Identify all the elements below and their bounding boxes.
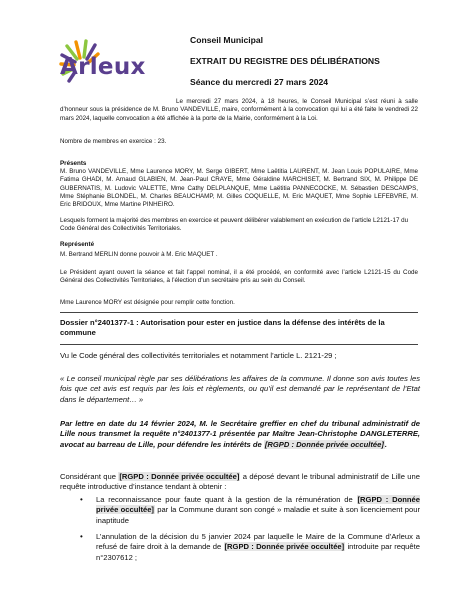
represente-heading: Représenté [60,241,95,248]
vu-paragraph: Vu le Code général des collectivités territoriales et notamment l’article L. 2121-29 ; [60,351,337,360]
redacted-data: [RGPD : Donnée privée occultée] [119,472,240,481]
council-title: Conseil Municipal [190,35,264,45]
bullet-start: La reconnaissance pour faute quant à la gestion de la rémunération de [96,495,353,504]
letter-paragraph [60,419,420,450]
represente-text: M. Bertrand MERLIN donne pouvoir à M. Eric MAQUET . [60,251,218,258]
presents-list: M. Bruno VANDEVILLE, Mme Laurence MORY, M. Serge GIBERT, Mme Laëtitia LAURENT, M. Jean Louis POPULAIRE, Mme Fatima GHADI, M. Arnaud GLABIEN, M. Jean-Paul CRAYE, Mme Géraldine MARCHISET, M. Bertrand SIX, M. Philippe DE GUBERNATIS, M. Ludovic VALETTE, Mme Cathy DELPLANQUE, Mme Laëtitia PANNECOCKE, M. Sébastien DESCAMPS, Mme Stéphanie BLONDEL, M. Charles BEAUCHAMP, M. Gilles COQUELLE, M. Eric MAQUET, Mme Sophie LEFEBVRE, M. Eric BRIDOUX, Mme Martine PINHEIRO. [60,168,418,209]
considerant-paragraph [60,472,420,493]
divider-top [60,312,418,313]
list-item [96,495,420,526]
bullet-end: introduite par requête n°2307612 ; [96,542,420,562]
redacted-data: [RGPD : Donnée privée occultée] [96,495,420,515]
bullet-icon: • [80,495,83,504]
letter-text: Par lettre en date du 14 février 2024, M. le Secrétaire greffier en chef du tribunal administratif de Lille nous transmet la requête n°2401377-1 présentée par Maître Jean-Christophe DANGLETERRE, avocat au barreau de Lille, pour défendre les intérêts de [60,419,420,449]
register-extract-title: EXTRAIT DU REGISTRE DES DÉLIBÉRATIONS [190,56,380,66]
considerant-start: Considérant que [60,472,116,481]
president-paragraph: Le Président ayant ouvert la séance et fait l’appel nominal, il a été procédé, en conformité avec l’article L2121-15 du Code Général des Collectivités Territoriales, à l’élection d’un secrétaire pris au sein du Conseil. [60,269,418,285]
logo-wordmark: Arleux [60,54,146,80]
bullet-end: par la Commune durant son congé » maladie et suite à son licenciement pour inaptitude [96,505,420,525]
letter-end: . [384,439,387,449]
bullet-icon: • [80,532,83,541]
secretary-designation: Mme Laurence MORY est désignée pour remplir cette fonction. [60,299,235,306]
session-date: Séance du mercredi 27 mars 2024 [190,77,329,87]
redacted-data: [RGPD : Donnée privée occultée] [224,542,345,552]
intro-paragraph: Le mercredi 27 mars 2024, à 18 heures, le Conseil Municipal s’est réuni à salle d’honneur sous la présidence de M. Bruno VANDEVILLE, maire, conformément à la convocation qui lui a été faite le vendredi 22 mars 2024, laquelle convocation a été affichée à la porte de la Mairie, conformément à la Loi. [60,98,418,122]
list-item [96,532,420,563]
quorum-note: Lesquels forment la majorité des membres en exercice et peuvent délibérer valablement en exécution de l’article L2121-17 du Code Général des Collectivités Territoriales. [60,217,409,233]
redacted-data: [RGPD : Donnée privée occultée] [264,439,384,449]
dossier-title: Dossier n°2401377-1 : Autorisation pour ester en justice dans la défense des intérêts de la commune [60,318,385,337]
presents-heading: Présents [60,160,87,167]
considerant-end: a déposé devant le tribunal administratif de Lille une requête introductive d’instance tendant à obtenir : [60,472,420,492]
article-quote: « Le conseil municipal règle par ses délibérations les affaires de la commune. Il donne son avis toutes les fois que cet avis est requis par les lois et règlements, ou qu’il est demandé par le représentant de l’Etat dans le département… » [60,374,420,404]
members-count: Nombre de membres en exercice : 23. [60,138,167,145]
bullet-start: L’annulation de la décision du 5 janvier 2024 par laquelle le Maire de la Commune d’Arleux a refusé de faire droit à la demande de [96,532,420,552]
divider-bottom [60,344,418,345]
